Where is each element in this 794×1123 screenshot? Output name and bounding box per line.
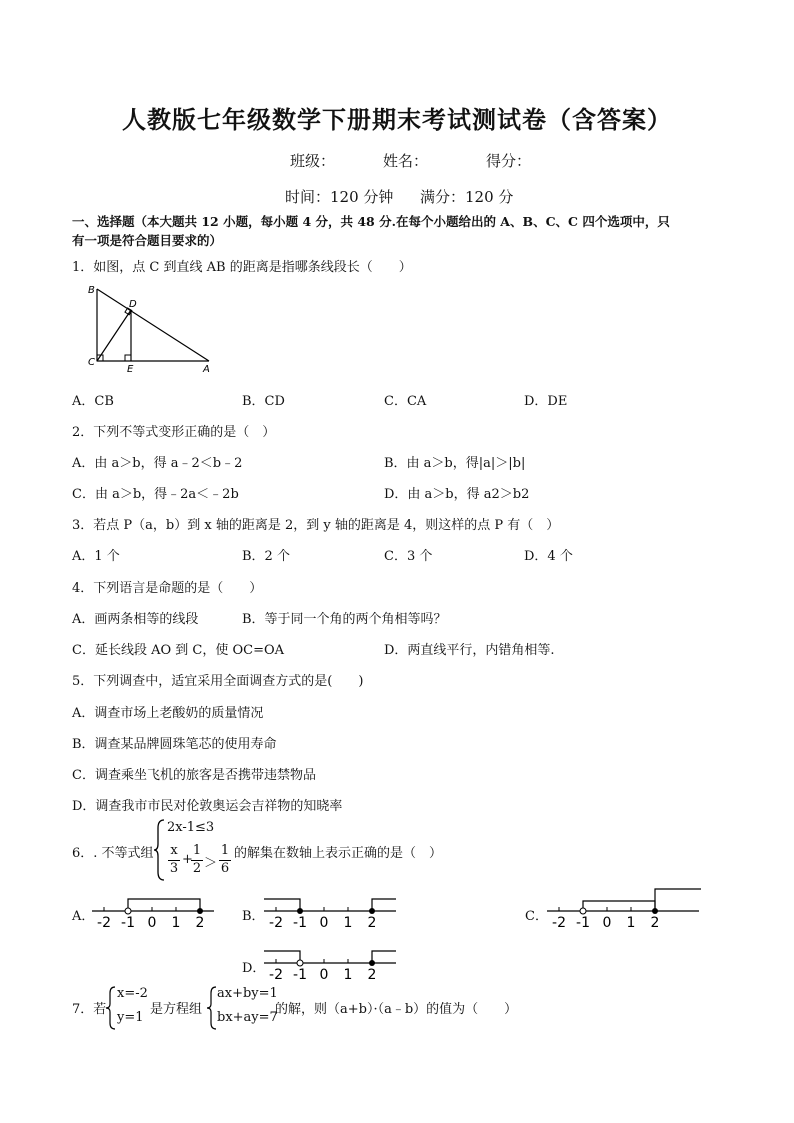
axis-tick-label: -2 <box>552 915 566 931</box>
q6-frac2-bar <box>191 860 203 861</box>
q7-suffix: 的解，则（a+b）·（a﹣b）的值为（ ） <box>275 1002 518 1017</box>
q6-option-d-label: D． <box>242 961 266 976</box>
q6-numberline-d <box>262 945 402 985</box>
axis-tick-label: 2 <box>650 915 660 931</box>
q6-frac2-den: 2 <box>192 861 202 876</box>
score-label: 得分： <box>486 152 532 170</box>
q1-option-c: C．CA <box>384 394 427 409</box>
class-label: 班级： <box>290 152 336 170</box>
time-label: 时间：120 分钟 <box>285 188 394 206</box>
axis-tick-label: 0 <box>319 967 329 983</box>
axis-tick-label: 2 <box>367 915 377 931</box>
closed-point <box>652 908 658 914</box>
axis-tick-label: -1 <box>576 915 590 931</box>
axis-tick-label: -2 <box>97 915 111 931</box>
q6-frac3-bar <box>219 860 231 861</box>
q7-brace-1 <box>106 986 116 1030</box>
q4-option-b: B．等于同一个角的两个角相等吗？ <box>242 612 447 627</box>
q6-frac3-num: 1 <box>220 843 230 858</box>
axis-tick-label: 0 <box>319 915 329 931</box>
q6-frac1-num: x <box>170 843 178 858</box>
axis-tick-label: 0 <box>602 915 612 931</box>
q5-stem: 5．下列调查中，适宜采用全面调查方式的是( ) <box>72 674 364 689</box>
closed-point <box>197 908 203 914</box>
q6-frac3-den: 6 <box>220 861 230 876</box>
axis-tick-label: -2 <box>269 915 283 931</box>
axis-tick-label: 1 <box>343 915 353 931</box>
q6-plus: + <box>182 852 193 867</box>
closed-point <box>297 908 303 914</box>
q1-label-e: E <box>127 364 134 375</box>
q1-option-b: B．CD <box>242 394 285 409</box>
axis-tick-label: -1 <box>293 967 307 983</box>
q6-frac2-num: 1 <box>192 843 202 858</box>
q6-brace <box>154 818 166 882</box>
q6-option-a-label: A． <box>72 909 95 924</box>
axis-tick-label: 2 <box>367 967 377 983</box>
axis-tick-label: 1 <box>171 915 181 931</box>
q2-option-c: C．由 a＞b，得﹣2a＜﹣2b <box>72 487 239 502</box>
open-point <box>580 908 586 914</box>
q4-stem: 4．下列语言是命题的是（ ） <box>72 581 263 596</box>
solution-ray-right <box>372 951 396 963</box>
q7-mid: 是方程组 <box>150 1002 203 1017</box>
q2-option-d: D．由 a＞b，得 a2＞b2 <box>384 487 530 502</box>
q6-option-b-label: B． <box>242 909 265 924</box>
q2-option-b: B．由 a＞b，得|a|＞|b| <box>384 456 526 471</box>
section-heading-line2: 有一项是符合题目要求的） <box>72 233 223 248</box>
q1-triangle-figure <box>85 283 225 383</box>
q7-sys1-line2: y=1 <box>117 1010 144 1025</box>
q6-inequality-2 <box>167 843 237 879</box>
name-label: 姓名： <box>383 152 429 170</box>
q5-option-b: B．调查某品牌圆珠笔芯的使用寿命 <box>72 737 277 752</box>
axis-tick-label: -1 <box>293 915 307 931</box>
q1-stem: 1．如图，点 C 到直线 AB 的距离是指哪条线段长（ ） <box>72 260 412 275</box>
axis-tick-label: -1 <box>121 915 135 931</box>
q1-label-a: A <box>203 364 210 375</box>
q7-brace-2 <box>207 986 217 1030</box>
q1-label-b: B <box>88 285 95 296</box>
q4-option-d: D．两直线平行，内错角相等. <box>384 643 555 658</box>
axis-tick-label: 0 <box>147 915 157 931</box>
q7-sys2-line2: bx+ay=7 <box>217 1010 278 1025</box>
closed-point <box>369 908 375 914</box>
q6-prefix: 6．. 不等式组 <box>72 846 154 861</box>
axis-tick-label: 1 <box>343 967 353 983</box>
page-title: 人教版七年级数学下册期末考试测试卷（含答案） <box>122 105 672 134</box>
open-point <box>297 960 303 966</box>
q3-stem: 3．若点 P（a，b）到 x 轴的距离是 2，到 y 轴的距离是 4，则这样的点 P 有（ ） <box>72 518 560 533</box>
open-point <box>125 908 131 914</box>
q1-option-d: D．DE <box>524 394 568 409</box>
solution-ray-right <box>655 889 701 911</box>
q6-numberline-b <box>262 893 402 933</box>
q5-option-a: A．调查市场上老酸奶的质量情况 <box>72 706 264 721</box>
q3-option-b: B．2 个 <box>242 549 290 564</box>
q3-option-d: D．4 个 <box>524 549 573 564</box>
q6-gt: ＞ <box>204 856 218 871</box>
q7-prefix: 7．若 <box>72 1002 107 1017</box>
q6-inequality-1: 2x-1≤3 <box>167 820 215 835</box>
q3-option-c: C．3 个 <box>384 549 433 564</box>
q6-numberline-a <box>90 893 220 933</box>
solution-ray-left <box>264 899 300 911</box>
q7-sys1-line1: x=-2 <box>117 986 148 1001</box>
q6-suffix: 的解集在数轴上表示正确的是（ ） <box>234 846 443 861</box>
q4-option-a: A．画两条相等的线段 <box>72 612 199 627</box>
q5-option-d: D．调查我市市民对伦敦奥运会吉祥物的知晓率 <box>72 799 343 814</box>
q6-option-c-label: C． <box>525 909 548 924</box>
full-score-label: 满分：120 分 <box>420 188 514 206</box>
q1-option-a: A．CB <box>72 394 114 409</box>
solution-interval <box>128 899 200 911</box>
solution-interval <box>583 901 655 911</box>
closed-point <box>369 960 375 966</box>
q6-numberline-c <box>545 887 705 933</box>
q5-option-c: C．调查乘坐飞机的旅客是否携带违禁物品 <box>72 768 316 783</box>
solution-ray-left <box>264 951 300 963</box>
solution-ray-right <box>372 899 396 911</box>
q1-label-d: D <box>129 299 137 310</box>
q7-sys2-line1: ax+by=1 <box>217 986 278 1001</box>
q4-option-c: C．延长线段 AO 到 C，使 OC=OA <box>72 643 285 658</box>
section-heading-line1: 一、选择题（本大题共 12 小题，每小题 4 分，共 48 分.在每个小题给出的 A、B、C、C 四个选项中，只 <box>72 214 670 229</box>
axis-tick-label: -2 <box>269 967 283 983</box>
q6-frac1-den: 3 <box>169 861 179 876</box>
q2-stem: 2．下列不等式变形正确的是（ ） <box>72 425 276 440</box>
q2-option-a: A．由 a＞b，得 a﹣2＜b﹣2 <box>72 456 243 471</box>
q3-option-a: A．1 个 <box>72 549 120 564</box>
axis-tick-label: 2 <box>195 915 205 931</box>
q1-label-c: C <box>88 357 95 368</box>
axis-tick-label: 1 <box>626 915 636 931</box>
q6-frac1-bar <box>168 860 180 861</box>
